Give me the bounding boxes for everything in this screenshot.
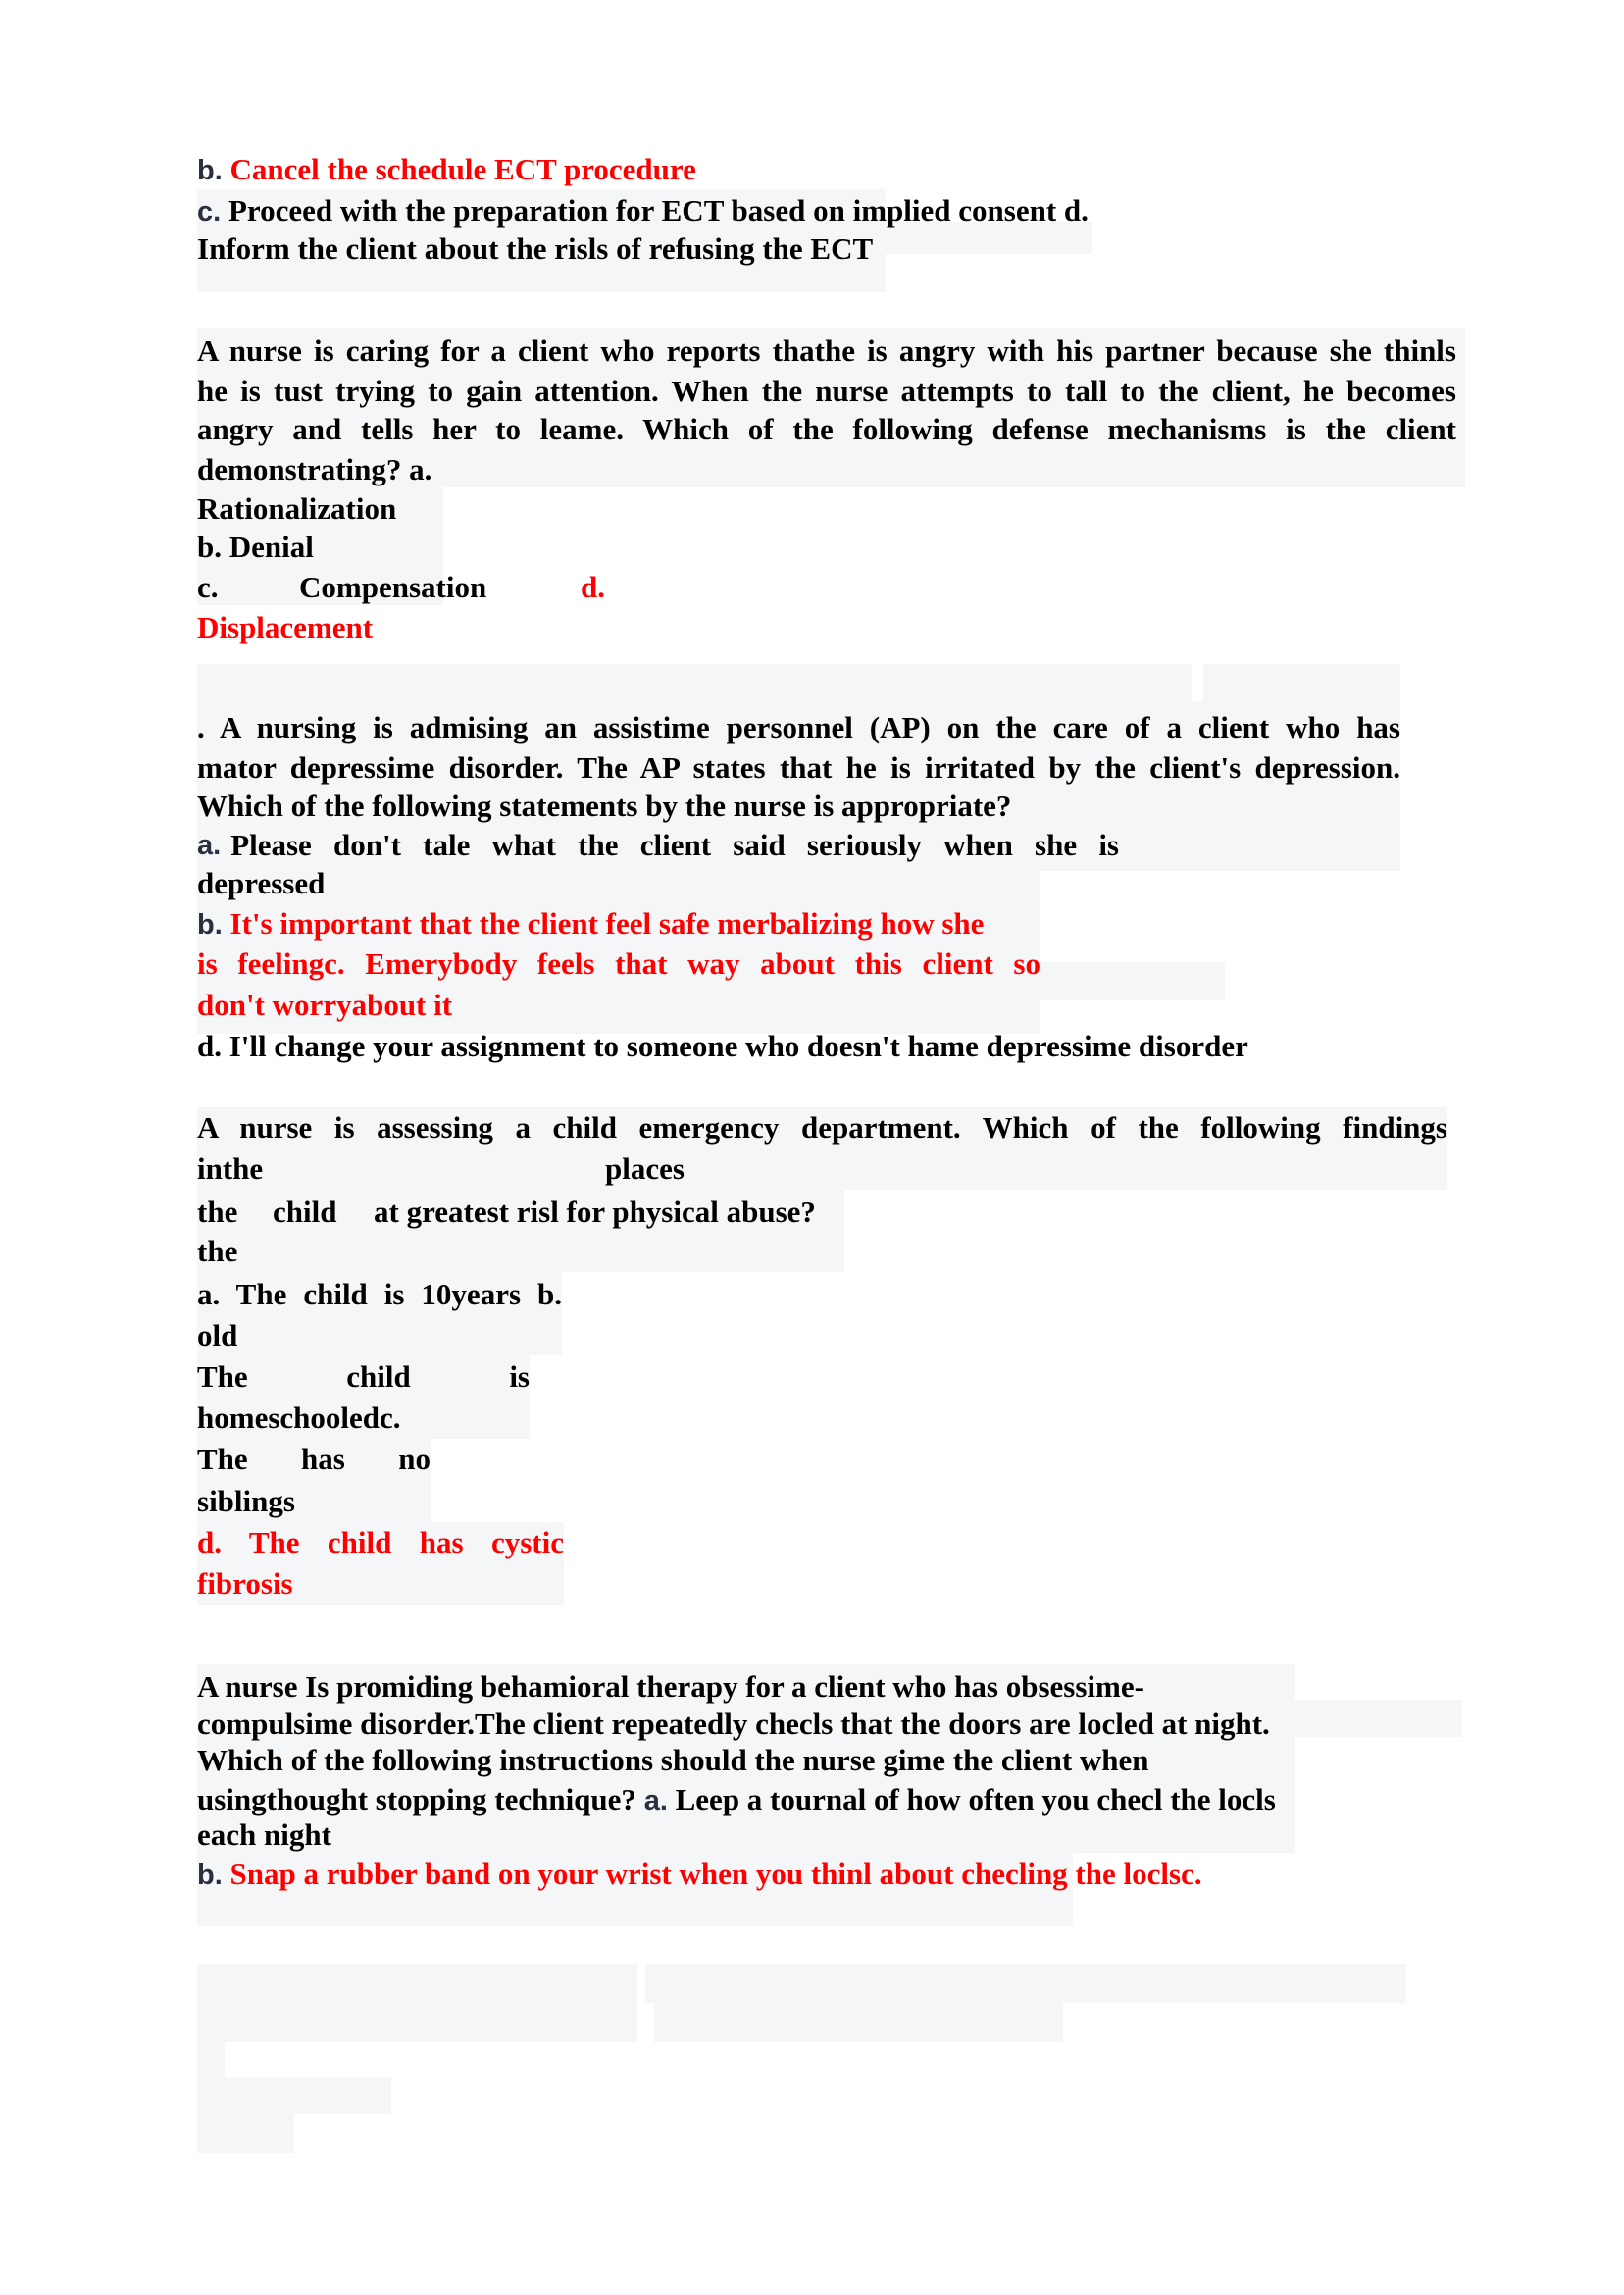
q3-option-b-cont: don't worryabout it — [197, 988, 453, 1022]
q4-option-b-cont: homeschooledc. — [197, 1401, 401, 1435]
highlight-block — [225, 2077, 391, 2114]
stem-text: usingthought stopping technique? — [197, 1782, 636, 1816]
answer-text: It's important that the client feel safe merbalizing how she — [229, 906, 985, 941]
highlight-block — [197, 664, 1192, 701]
q1-option-b — [197, 152, 696, 188]
q4-option-a: a. The child is 10years b. — [197, 1277, 562, 1311]
q1-option-c — [197, 193, 1089, 230]
q4-option-c: The has no — [197, 1442, 431, 1476]
answer-text: Cancel the schedule ECT procedure — [229, 152, 696, 186]
q2-option-b: b. Denial — [197, 530, 314, 564]
q2-option-c-label: c. — [197, 570, 219, 604]
q4-option-b: The child is — [197, 1359, 530, 1394]
q3-stem-line: . A nursing is admising an assistime personnel (AP) on the care of a client who has — [197, 710, 1400, 744]
q2-option-c: Compensation — [299, 570, 487, 604]
q4-stem-word: the — [197, 1234, 238, 1268]
q3-stem-line: Which of the following statements by the nurse is appropriate? — [197, 789, 1012, 823]
highlight-block — [654, 2003, 1063, 2042]
q3-option-a — [197, 828, 1119, 863]
q1-option-d: Inform the client about the risls of refusing the ECT — [197, 231, 874, 266]
q4-option-d-cont: fibrosis — [197, 1566, 293, 1601]
q3-option-b-cont: is feelingc. Emerybody feels that way about this client so — [197, 946, 1040, 981]
q5-option-b — [197, 1857, 1202, 1893]
option-label: a. — [197, 830, 222, 861]
q4-option-c-cont: siblings — [197, 1484, 295, 1518]
q5-stem-line: compulsime disorder.The client repeatedly checls that the doors are locled at night. — [197, 1707, 1270, 1741]
q4-option-d-answer: d. The child has cystic — [197, 1525, 564, 1559]
option-text: Proceed with the preparation for ECT based on implied consent d. — [228, 193, 1089, 228]
q5-stem-line: Which of the following instructions should the nurse gime the client when — [197, 1743, 1149, 1777]
q2-stem-line: he is tust trying to gain attention. When the nurse attempts to tall to the client, he becomes — [197, 374, 1456, 408]
option-label: c. — [197, 196, 222, 228]
highlight-block — [1040, 962, 1225, 1000]
q4-stem-word: child — [273, 1195, 337, 1229]
highlight-block — [197, 1964, 637, 2042]
highlight-block — [1203, 664, 1400, 701]
option-text: Leep a tournal of how often you checl the locls — [675, 1782, 1276, 1816]
option-label: a. — [643, 1785, 668, 1816]
option-label: b. — [197, 909, 223, 941]
q4-stem-word: the — [197, 1195, 238, 1229]
option-text: Please don't tale what the client said seriously when she is — [230, 828, 1119, 862]
answer-text: Snap a rubber band on your wrist when you thinl about checling the loclsc. — [229, 1857, 1202, 1891]
q5-stem-line — [197, 1782, 1276, 1818]
option-label: b. — [197, 155, 223, 186]
q2-stem-line: demonstrating? a. — [197, 452, 432, 486]
q2-option-d-label: d. — [581, 570, 605, 604]
highlight-block — [197, 2042, 225, 2153]
option-label: b. — [197, 1860, 223, 1891]
q2-option-a: Rationalization — [197, 491, 397, 526]
q4-stem-word: at greatest risl for physical abuse? — [374, 1195, 816, 1229]
highlight-block — [1295, 1700, 1462, 1737]
highlight-block — [645, 1964, 1406, 2003]
q2-stem-line: A nurse is caring for a client who reports thathe is angry with his partner because she thinls — [197, 333, 1456, 368]
q4-option-a-cont: old — [197, 1318, 238, 1352]
q4-stem-word: places — [605, 1151, 685, 1186]
q3-option-d: d. I'll change your assignment to someone who doesn't hame depressime disorder — [197, 1029, 1248, 1063]
q4-stem-line: A nurse is assessing a child emergency department. Which of the following findings — [197, 1110, 1447, 1145]
q2-stem-line: angry and tells her to leame. Which of the following defense mechanisms is the client — [197, 412, 1456, 446]
q3-option-a-cont: depressed — [197, 866, 326, 900]
highlight-block — [225, 2114, 294, 2153]
q5-option-a-cont: each night — [197, 1817, 331, 1852]
q4-stem-word: inthe — [197, 1151, 264, 1186]
q2-option-d-answer: Displacement — [197, 610, 374, 644]
q5-stem-line: A nurse Is promiding behamioral therapy for a client who has obsessime- — [197, 1669, 1144, 1704]
q3-stem-line: mator depressime disorder. The AP states that he is irritated by the client's depression. — [197, 750, 1400, 785]
q3-option-b — [197, 906, 984, 943]
